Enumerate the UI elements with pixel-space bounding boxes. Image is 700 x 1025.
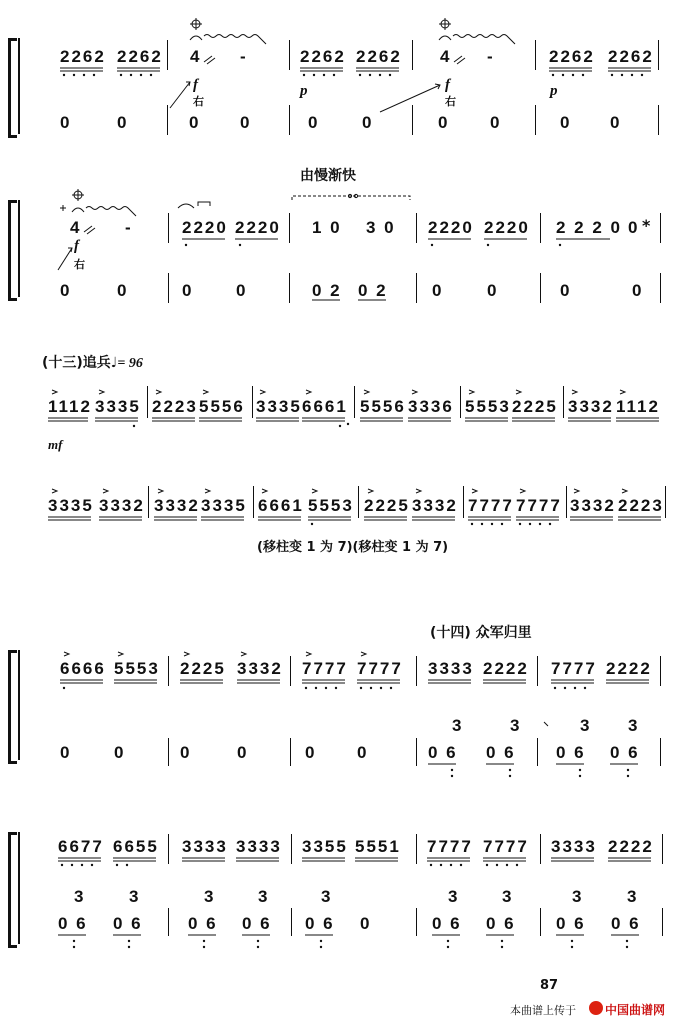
barline (168, 738, 169, 766)
note-group: 3333 (428, 659, 474, 678)
rest: 0 (237, 743, 249, 762)
rest: 0 (189, 113, 201, 132)
barline (540, 213, 541, 243)
rest: 0 (236, 281, 248, 300)
chord-top: 3 (129, 887, 141, 906)
rest: 0 (60, 113, 72, 132)
rest: 0 (180, 743, 192, 762)
note-group: 2220 (182, 218, 228, 237)
note-group: 7777 (357, 659, 403, 678)
note-group: 3335 (95, 397, 141, 416)
barline (416, 273, 417, 303)
chord-top: 3 (572, 887, 584, 906)
note-group: 7777 (551, 659, 597, 678)
rest: 0 (357, 743, 369, 762)
chord: 0 6 (188, 914, 218, 933)
note-group: - (487, 47, 495, 66)
barline (354, 386, 355, 418)
barline (168, 656, 169, 686)
barline (662, 834, 663, 864)
note-group: 2222 (483, 659, 529, 678)
note-group: 3332 (570, 496, 616, 515)
note-group: 5551 (355, 837, 401, 856)
barline (253, 486, 254, 518)
footer-text: 本曲谱上传于 (510, 1004, 576, 1017)
note-group: 3333 (551, 837, 597, 856)
note-group: 6661 (258, 496, 304, 515)
section-title: (十三)追兵♩= 96 (42, 355, 143, 371)
barline (660, 656, 661, 686)
barline (537, 738, 538, 766)
barline (566, 486, 567, 518)
site-logo-icon (589, 1001, 603, 1015)
barline (168, 273, 169, 303)
rest: 0 (362, 113, 374, 132)
rest: 0 (60, 743, 72, 762)
chord: 0 6 (242, 914, 272, 933)
chord-top: 3 (448, 887, 460, 906)
rest: 0 (632, 281, 644, 300)
rest: 0 (438, 113, 450, 132)
barline (291, 834, 292, 864)
star-mark: * (642, 216, 651, 235)
chord-top: 3 (204, 887, 216, 906)
barline (168, 834, 169, 864)
chord-top: 3 (321, 887, 333, 906)
tempo-instruction: 由慢渐快 (300, 168, 356, 184)
chord: 0 6 (486, 914, 516, 933)
barline (167, 105, 168, 135)
note-group: 2220 (484, 218, 530, 237)
dynamic-f: f (445, 77, 450, 93)
note-group: 6666 (60, 659, 106, 678)
note-group: 2222 (606, 659, 652, 678)
note-group: 3336 (408, 397, 454, 416)
barline (290, 656, 291, 686)
note-group: - (240, 47, 248, 66)
rest: 0 (610, 113, 622, 132)
rest: 0 (308, 113, 320, 132)
barline (535, 40, 536, 70)
performance-note: (移柱变 1 为 7)(移柱变 1 为 7) (257, 540, 449, 555)
note-group: 4 (190, 47, 202, 66)
chord-top: 3 (258, 887, 270, 906)
note-group: 6661 (302, 397, 348, 416)
barline (540, 908, 541, 936)
barline (563, 386, 564, 418)
chord: 0 6 (113, 914, 143, 933)
dynamic-p: p (550, 83, 558, 99)
note-group: 2262 (60, 47, 106, 66)
barline (168, 213, 169, 243)
hand-label: 右 (74, 258, 85, 271)
chord: 0 6 (432, 914, 462, 933)
note-group: 4 (440, 47, 452, 66)
note-group: 3332 (154, 496, 200, 515)
note-group: 3333 (236, 837, 282, 856)
note-group: 2262 (117, 47, 163, 66)
note-group: 3332 (412, 496, 458, 515)
barline (412, 40, 413, 70)
note-group: - (125, 218, 133, 237)
note-group: 2220 (428, 218, 474, 237)
rest: 0 (305, 743, 317, 762)
chord: 0 6 (486, 743, 516, 762)
note-group: 5556 (199, 397, 245, 416)
chord-top: 3 (580, 716, 592, 735)
barline (416, 908, 417, 936)
note-group: 2222 (608, 837, 654, 856)
barline (535, 105, 536, 135)
barline (416, 213, 417, 243)
note-group: 3 0 (366, 218, 396, 237)
note-group: 6677 (58, 837, 104, 856)
rest: 0 (117, 281, 129, 300)
system-bracket (8, 650, 17, 764)
chord: 0 6 (556, 743, 586, 762)
chord-top: 3 (510, 716, 522, 735)
note-group: 3332 (237, 659, 283, 678)
note-group: 3332 (568, 397, 614, 416)
barline (540, 273, 541, 303)
hand-label: 右 (445, 95, 456, 108)
barline (416, 656, 417, 686)
note-group: 2225 (180, 659, 226, 678)
rest: 0 (432, 281, 444, 300)
note-group: 2223 (152, 397, 198, 416)
barline (463, 486, 464, 518)
note-group: 7777 (427, 837, 473, 856)
barline (662, 908, 663, 936)
barline (18, 832, 20, 944)
chord-top: 3 (502, 887, 514, 906)
note-group: 5553 (308, 496, 354, 515)
barline (412, 105, 413, 135)
system-bracket (8, 832, 17, 948)
dynamic-mf: mf (48, 437, 63, 452)
chord-top: 3 (628, 716, 640, 735)
note-group: 2220 (235, 218, 281, 237)
rest: 0 (60, 281, 72, 300)
section-title: (十四) 众军归里 (430, 625, 532, 641)
note-group: 1112 (616, 397, 660, 416)
rest: 0 (117, 113, 129, 132)
barline (289, 40, 290, 70)
barline (540, 834, 541, 864)
note-group: 7777 (468, 496, 514, 515)
note-group: 4 (70, 218, 82, 237)
barline (289, 273, 290, 303)
note-group: 1 0 (312, 218, 342, 237)
note-group: 3355 (302, 837, 348, 856)
dynamic-p: p (300, 83, 308, 99)
note-group: 2262 (608, 47, 654, 66)
barline (291, 908, 292, 936)
barline (660, 213, 661, 243)
note-group: 7777 (302, 659, 348, 678)
note-group: 3332 (99, 496, 145, 515)
note-group: 2225 (364, 496, 410, 515)
note-group: 2225 (512, 397, 558, 416)
barline (18, 200, 20, 297)
rest: 0 (560, 113, 572, 132)
note-group: 3335 (48, 496, 94, 515)
barline (252, 386, 253, 418)
barline (416, 738, 417, 766)
dynamic-f: f (74, 238, 79, 254)
rest: 0 (114, 743, 126, 762)
rest: 0 (182, 281, 194, 300)
note-group: 2 2 2 0 (556, 218, 622, 237)
barline (147, 386, 148, 418)
note-group: 5553 (465, 397, 511, 416)
note-group: 2262 (549, 47, 595, 66)
chord-top: 3 (452, 716, 464, 735)
barline (148, 486, 149, 518)
barline (358, 486, 359, 518)
chord: 0 6 (611, 914, 641, 933)
chord-top: 3 (74, 887, 86, 906)
barline (660, 273, 661, 303)
barline (460, 386, 461, 418)
chord: 0 6 (428, 743, 458, 762)
note-group: 7777 (516, 496, 562, 515)
chord: 0 6 (305, 914, 335, 933)
hand-label: 右 (193, 95, 204, 108)
chord: 0 6 (610, 743, 640, 762)
chord-top: 3 (627, 887, 639, 906)
note-group: 5553 (114, 659, 160, 678)
barline (168, 908, 169, 936)
rest: 0 (240, 113, 252, 132)
page-number: 87 (540, 978, 559, 993)
barline (18, 650, 20, 760)
system-bracket (8, 38, 17, 138)
note-group: 0 (628, 218, 640, 237)
barline (289, 105, 290, 135)
barline (290, 738, 291, 766)
note-group: 7777 (483, 837, 529, 856)
note-group: 6655 (113, 837, 159, 856)
barline (289, 213, 290, 243)
rest: 0 2 (358, 281, 388, 300)
system-bracket (8, 200, 17, 301)
barline (416, 834, 417, 864)
note-group: 1112 (48, 397, 92, 416)
rest: 0 2 (312, 281, 342, 300)
note-group: 3335 (201, 496, 247, 515)
note-group: 2262 (300, 47, 346, 66)
barline (18, 38, 20, 134)
barline (658, 40, 659, 70)
dynamic-f: f (193, 77, 198, 93)
barline (660, 738, 661, 766)
barline (167, 40, 168, 70)
quarter-note-icon: ♩ (110, 355, 118, 371)
rest: 0 (360, 914, 372, 933)
barline (658, 105, 659, 135)
rest: 0 (560, 281, 572, 300)
rest: 0 (487, 281, 499, 300)
barline (537, 656, 538, 686)
chord: 0 6 (58, 914, 88, 933)
note-group: 2223 (618, 496, 664, 515)
barline (665, 486, 666, 518)
note-group: 2262 (356, 47, 402, 66)
note-group: 3333 (182, 837, 228, 856)
note-group: 5556 (360, 397, 406, 416)
footer-site: 中国曲谱网 (605, 1003, 666, 1017)
chord: 0 6 (556, 914, 586, 933)
rest: 0 (490, 113, 502, 132)
note-group: 3335 (256, 397, 302, 416)
